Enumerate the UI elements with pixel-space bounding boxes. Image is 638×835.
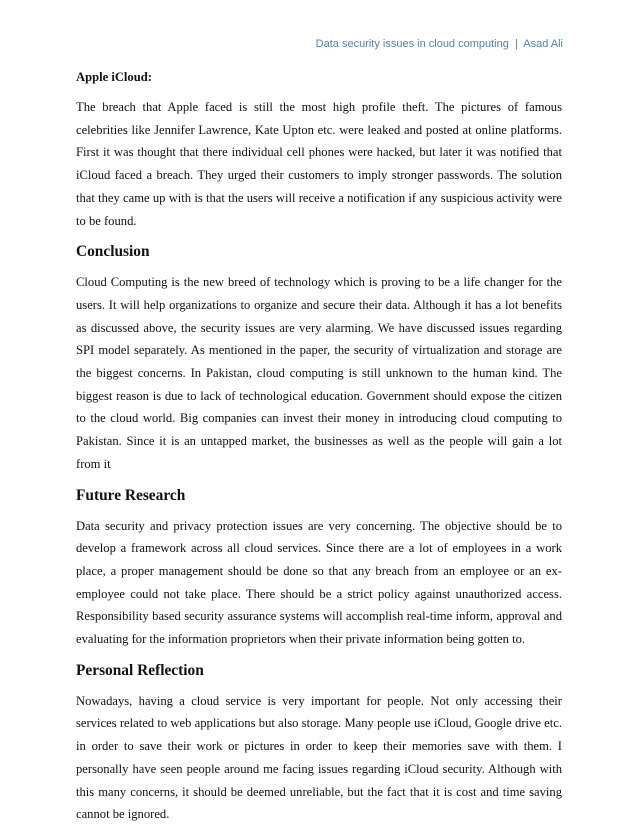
conclusion-paragraph: Cloud Computing is the new breed of technology which is proving to be a life changer for the users. It will help organizations to organize and secure their data. Although it has a lot benefits as discussed above, the security issues are very alarming. We have discussed issues regarding SPI model separately. As mentioned in the paper, the security of virtualization and storage are the biggest concerns. In Pakistan, cloud computing is still unknown to the human kind. The biggest reason is due to lack of technological education. Government should expose the citizen to the cloud world. Big companies can invest their money in introducing cloud computing to Pakistan. Since it is an untapped market, the businesses as well as the people will gain a lot from it [76, 275, 562, 471]
header-title: Data security issues in cloud computing [315, 38, 509, 50]
header-separator: | [514, 38, 518, 50]
personal-reflection-heading: Personal Reflection [76, 661, 204, 679]
apple-icloud-heading: Apple iCloud: [76, 70, 152, 84]
conclusion-heading: Conclusion [76, 243, 150, 261]
personal-reflection-paragraph: Nowadays, having a cloud service is very important for people. Not only accessing their services related to web applications but also storage. Many people use iCloud, Google drive etc. in order to save their work or pictures in order to keep their memories save with them. I personally have seen people around me facing issues regarding iCloud security. Although with this many concerns, it should be deemed unreliable, but the fact that it is cost and time saving cannot be ignored. [76, 693, 562, 822]
document-body [76, 66, 562, 835]
page-header [316, 38, 563, 50]
apple-icloud-paragraph: The breach that Apple faced is still the most high profile theft. The pictures of famous celebrities like Jennifer Lawrence, Kate Upton etc. were leaked and posted at online platforms. First it was thought that there individual cell phones were hacked, but later it was notified that iCloud faced a breach. They urged their customers to imply stronger passwords. The solution that they came up with is that the users will receive a notification if any suspicious activity were to be found. [76, 100, 562, 228]
header-author: Asad Ali [523, 38, 563, 50]
future-research-heading: Future Research [76, 486, 186, 504]
future-research-paragraph: Data security and privacy protection issues are very concerning. The objective should be to develop a framework across all cloud services. Since there are a lot of employees in a work place, a proper management should be done so that any breach from an employee or an ex-employee could not take place. There should be a strict policy against unauthorized access. Responsibility based security assurance systems will accomplish real-time inform, approval and evaluating for the information proprietors when their private information being gotten to. [76, 518, 562, 647]
